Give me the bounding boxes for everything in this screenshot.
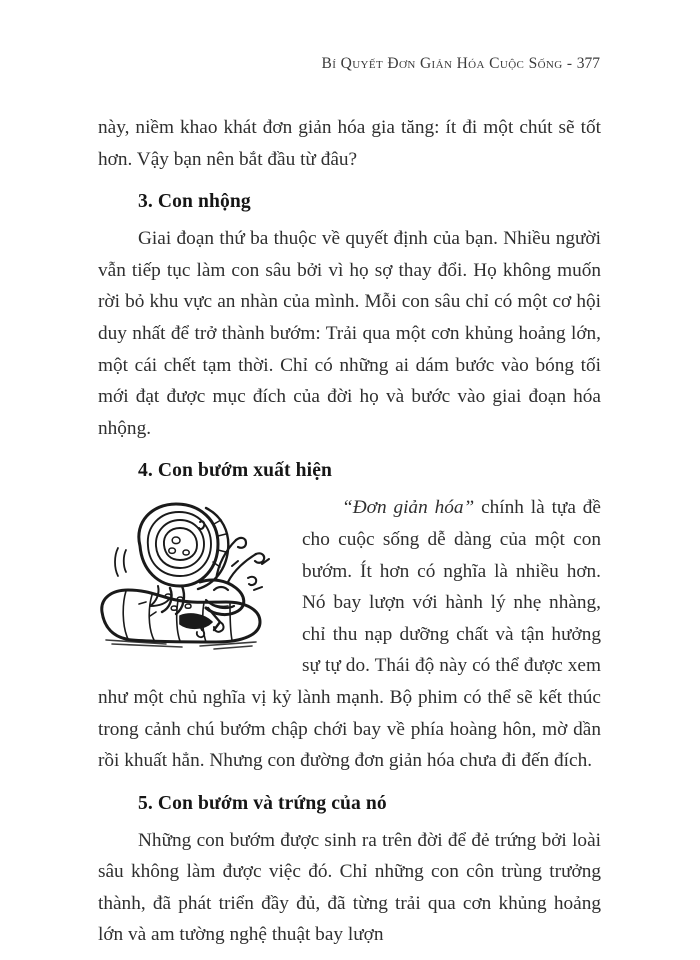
- paragraph-con-nhong: Giai đoạn thứ ba thuộc về quyết định của bạn. Nhiều người vẫn tiếp tục làm con sâu bởi vì họ sợ thay đổi. Họ không muốn rời bỏ khu vực an nhàn của mình. Mỗi con sâu chỉ có một cơ hội duy nhất để trở thành bướm: Trải qua một cơn khủng hoảng lớn, một cái chết tạm thời. Chỉ có những ai dám bước vào bóng tối mới đạt được mục đích của đời họ và bước vào giai đoạn hóa nhộng.: [98, 228, 601, 439]
- paragraph-con-buom: [98, 492, 601, 776]
- paragraph-continuation: này, niềm khao khát đơn giản hóa gia tăng: ít đi một chút sẽ tốt hơn. Vậy bạn nên bắt đầu từ đâu?: [98, 117, 601, 170]
- paragraph-trung: Những con bướm được sinh ra trên đời để đẻ trứng bởi loài sâu không làm được việc đó. Chỉ những con côn trùng trưởng thành, đã phát triển đầy đủ, đã từng trải qua cơn khủng hoảng lớn và am tường nghệ thuật bay lượn: [98, 829, 601, 946]
- heading-con-nhong: 3. Con nhộng: [138, 191, 251, 213]
- heading-con-buom-xuat-hien: 4. Con bướm xuất hiện: [138, 460, 333, 482]
- paragraph-con-buom-text: chính là tựa đề cho cuộc sống dễ dàng của một con bướm. Ít hơn có nghĩa là nhiều hơn. Nó bay lượn với hành lý nhẹ nhàng, chỉ thu nạp dưỡng chất và tận hưởng sự tự do. Thái độ này có thể được xem như một chủ nghĩa vị kỷ lành mạnh. Bộ phim có thể sẽ kết thúc trong cảnh chú bướm chập chới bay về phía hoàng hôn, mờ dần rồi khuất hẳn. Nhưng con đường đơn giản hóa chưa đi đến đích.: [98, 497, 601, 772]
- running-head-title: Bí Quyết Đơn Giản Hóa Cuộc Sống: [321, 55, 563, 72]
- running-head-separator: -: [562, 55, 577, 72]
- text-column: [98, 112, 601, 951]
- heading-con-buom-va-trung-cua-no: 5. Con bướm và trứng của nó: [138, 792, 387, 814]
- snail-caterpillar-illustration: [96, 494, 292, 654]
- running-head: [98, 55, 600, 73]
- italic-quote-don-gian-hoa: “Đơn giản hóa”: [342, 497, 475, 519]
- page-number: 377: [576, 55, 600, 72]
